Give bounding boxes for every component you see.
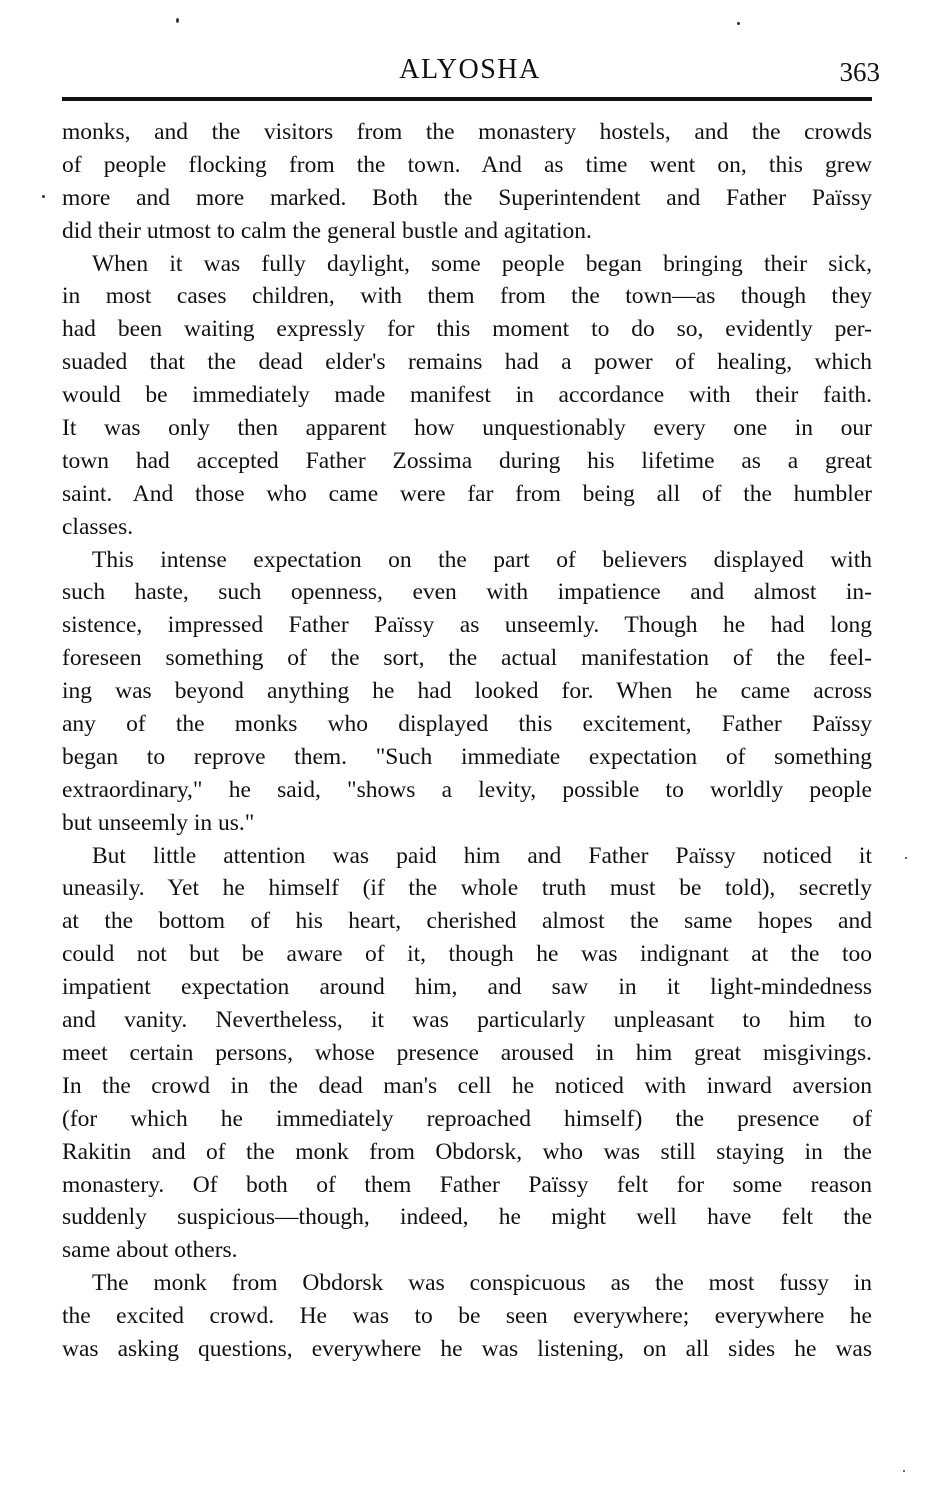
scan-speck xyxy=(905,857,907,859)
text-line: This intense expectation on the part of believers displayed with xyxy=(92,546,872,573)
text-line: in most cases children, with them from the town—as though they xyxy=(62,283,872,310)
text-line: The monk from Obdorsk was conspicuous as the most fussy in xyxy=(92,1270,872,1297)
paragraph xyxy=(62,544,872,840)
text-line: did their utmost to calm the general bustle and agitation. xyxy=(62,217,592,244)
text-line: the excited crowd. He was to be seen everywhere; everywhere he xyxy=(62,1303,872,1330)
paragraph xyxy=(62,840,872,1268)
running-head xyxy=(60,52,880,92)
text-line: would be immediately made manifest in accordance with their faith. xyxy=(62,382,872,409)
text-line: monks, and the visitors from the monastery hostels, and the crowds xyxy=(62,119,872,145)
text-line: sistence, impressed Father Païssy as unseemly. Though he had long xyxy=(62,612,872,639)
scan-speck xyxy=(176,18,179,23)
paragraph xyxy=(62,248,872,544)
text-line: suddenly suspicious—though, indeed, he might well have felt the xyxy=(62,1204,872,1231)
text-line: such haste, such openness, even with impatience and almost in- xyxy=(62,579,872,606)
text-line: same about others. xyxy=(62,1237,238,1264)
body-text xyxy=(62,116,872,1366)
scan-speck xyxy=(42,195,45,198)
text-line: but unseemly in us." xyxy=(62,809,255,836)
text-line: town had accepted Father Zossima during his lifetime as a great xyxy=(62,447,872,474)
chapter-title: ALYOSHA xyxy=(399,54,541,85)
scan-speck xyxy=(737,22,740,25)
paragraph xyxy=(62,1267,872,1366)
text-line: foreseen something of the sort, the actual manifestation of the feel- xyxy=(62,645,872,672)
text-line: could not but be aware of it, though he was indignant at the too xyxy=(62,941,872,968)
text-line: (for which he immediately reproached himself) the presence of xyxy=(62,1105,872,1132)
text-line: When it was fully daylight, some people began bringing their sick, xyxy=(92,250,872,277)
text-line: meet certain persons, whose presence aroused in him great misgivings. xyxy=(62,1039,872,1066)
page-number: 363 xyxy=(839,57,880,87)
paragraph xyxy=(62,116,872,248)
scan-speck xyxy=(903,1470,905,1472)
text-line: extraordinary," he said, "shows a levity, possible to worldly people xyxy=(62,776,872,803)
text-line: monastery. Of both of them Father Païssy felt for some reason xyxy=(62,1171,872,1198)
text-line: It was only then apparent how unquestionably every one in our xyxy=(62,415,872,442)
text-line: classes. xyxy=(62,513,134,540)
text-line: suaded that the dead elder's remains had a power of healing, which xyxy=(62,349,872,376)
text-line: But little attention was paid him and Father Païssy noticed it xyxy=(92,842,872,869)
text-line: In the crowd in the dead man's cell he noticed with inward aversion xyxy=(62,1072,872,1099)
text-line: of people flocking from the town. And as time went on, this grew xyxy=(62,151,872,178)
text-line: Rakitin and of the monk from Obdorsk, who was still staying in the xyxy=(62,1138,872,1165)
text-line: any of the monks who displayed this excitement, Father Païssy xyxy=(62,711,872,738)
text-line: at the bottom of his heart, cherished almost the same hopes and xyxy=(62,908,872,935)
text-line: and vanity. Nevertheless, it was particularly unpleasant to him to xyxy=(62,1007,872,1034)
text-line: more and more marked. Both the Superintendent and Father Païssy xyxy=(62,184,872,211)
header-rule xyxy=(62,97,872,101)
text-line: had been waiting expressly for this moment to do so, evidently per- xyxy=(62,316,872,343)
text-line: impatient expectation around him, and saw in it light-mindedness xyxy=(62,974,872,1001)
text-line: began to reprove them. "Such immediate expectation of something xyxy=(62,743,872,770)
text-line: saint. And those who came were far from being all of the humbler xyxy=(62,480,872,507)
text-line: uneasily. Yet he himself (if the whole truth must be told), secretly xyxy=(62,875,872,902)
text-line: ing was beyond anything he had looked for. When he came across xyxy=(62,678,872,705)
text-line: was asking questions, everywhere he was listening, on all sides he was xyxy=(62,1335,872,1362)
